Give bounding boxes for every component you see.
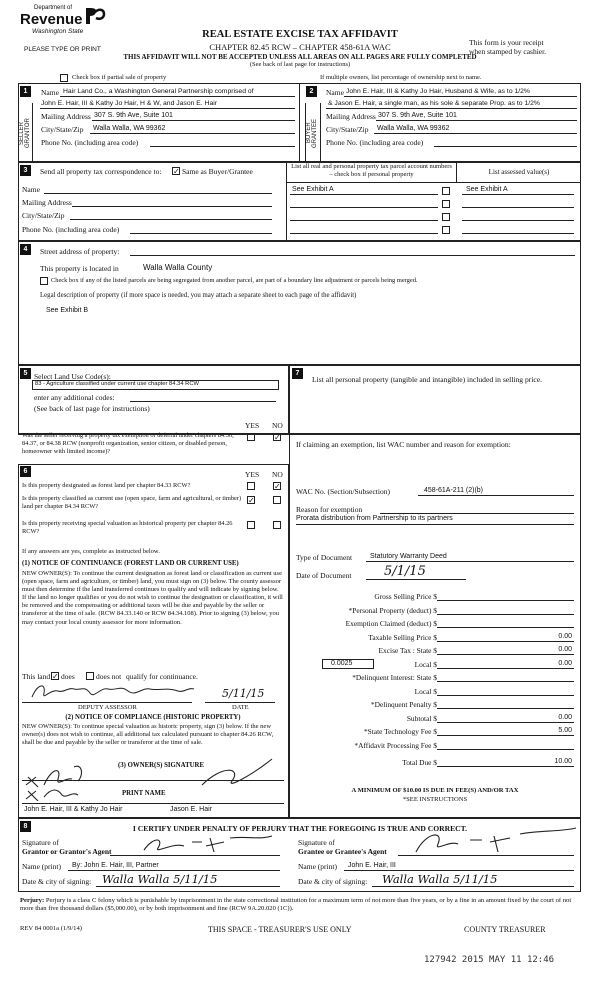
wac-field[interactable]: 458-61A-211 (2)(b) [424, 487, 484, 494]
forest-question: Is this property designated as forest land per chapter 84.33 RCW? [22, 482, 191, 489]
assessor-date: 5/11/15 [222, 687, 265, 700]
seller-side-label: SELLER GRANTOR [19, 118, 31, 148]
notice-2-title: (2) NOTICE OF COMPLIANCE (HISTORIC PROPERTY) [65, 714, 241, 721]
reason-line-2 [296, 524, 574, 525]
historic-yes-checkbox[interactable] [247, 521, 255, 529]
if-yes-note: If any answers are yes, complete as instructed below. [22, 548, 160, 555]
doc-type-label: Type of Document [296, 553, 353, 562]
personal-property-checkbox-3[interactable] [442, 213, 450, 221]
print-name-value-2[interactable]: Jason E. Hair [170, 806, 213, 813]
grantor-date-city-label: Date & city of signing: [22, 877, 92, 886]
divider [456, 162, 457, 182]
treasurer-space: THIS SPACE - TREASURER'S USE ONLY [208, 925, 352, 934]
form-chapter: CHAPTER 82.45 RCW – CHAPTER 458-61A WAC [209, 42, 391, 52]
exemption-header: If claiming an exemption, list WAC number and reason for exemption: [296, 440, 511, 449]
seller-name-label: Name [41, 88, 59, 97]
same-as-buyer-label: Same as Buyer/Grantee [182, 167, 253, 176]
form-warning: THIS AFFIDAVIT WILL NOT BE ACCEPTED UNLESS ALL AREAS ON ALL PAGES ARE FULLY COMPLETED [123, 53, 477, 61]
send-correspondence-label: Send all property tax correspondence to: [40, 167, 162, 176]
tax-row-line [437, 695, 574, 696]
s5-no: NO [272, 421, 283, 430]
tax-row-line [437, 708, 574, 709]
seller-city-field[interactable]: Walla Walla, WA 99362 [93, 125, 166, 132]
section-7-number: 7 [292, 368, 303, 379]
assessed-header: List assessed value(s) [488, 168, 550, 176]
legal-description-field[interactable]: See Exhibit B [46, 307, 89, 314]
buyer-side-label: BUYER GRANTEE [306, 118, 318, 148]
deputy-assessor-label: DEPUTY ASSESSOR [78, 704, 137, 711]
tax-row-label: Excise Tax : State $ [378, 646, 437, 655]
seller-city-label: City/State/Zip [41, 125, 84, 134]
grantee-sig-label-1: Signature of [298, 838, 335, 847]
land-use-see-back: (See back of last page for instructions) [34, 404, 150, 413]
notice-1-title: (1) NOTICE OF CONTINUANCE (FOREST LAND OR CURRENT USE) [22, 560, 239, 567]
s6-yes: YES [245, 470, 260, 479]
same-as-buyer-checkbox[interactable]: ✓ [173, 167, 180, 176]
grantor-date-city-field[interactable]: Walla Walla 5/11/15 [102, 872, 218, 886]
tax-row-line [437, 614, 574, 615]
owner-sig-line [22, 780, 284, 781]
section3-name-label: Name [22, 185, 40, 194]
perjury-title: Perjury: [20, 897, 45, 904]
buyer-city-field[interactable]: Walla Walla, WA 99362 [377, 125, 450, 132]
located-label: This property is located in [40, 264, 119, 273]
grantee-sig-line [398, 855, 574, 856]
form-title: REAL ESTATE EXCISE TAX AFFIDAVIT [202, 29, 398, 40]
personal-property-text: List all personal property (tangible and intangible) included in selling price. [312, 375, 543, 384]
assessor-date-label: DATE [232, 704, 249, 711]
qualify-label: qualify for continuance. [126, 672, 198, 681]
county-treasurer: COUNTY TREASURER [464, 925, 546, 934]
divider [286, 182, 581, 183]
historic-no-checkbox[interactable] [273, 521, 281, 529]
partial-sale-checkbox[interactable] [60, 74, 68, 82]
print-name-value-1[interactable]: John E. Hair, III & Kathy Jo Hair [24, 806, 123, 813]
tax-row-label: *State Technology Fee $ [363, 727, 437, 736]
tax-row-label: *Delinquent Interest: State $ [352, 673, 437, 682]
tax-row-line [437, 600, 574, 601]
section-8-number: 8 [20, 821, 31, 832]
seller-name-field-2[interactable]: John E. Hair, III & Kathy Jo Hair, H & W, and Jason E. Hair [41, 100, 218, 107]
buyer-phone-field[interactable] [434, 146, 577, 147]
tax-row-line [437, 766, 574, 767]
grantor-date-line [96, 886, 280, 887]
grantee-name-label: Name (print) [298, 862, 337, 871]
does-checkbox[interactable]: ✓ [52, 672, 59, 681]
tax-row-label: Taxable Selling Price $ [368, 632, 437, 642]
land-use-value: 83 - Agriculture classified under current use chapter 84.34 RCW [35, 381, 200, 387]
wac-label: WAC No. (Section/Subsection) [296, 487, 390, 496]
buyer-name-field[interactable]: John E. Hair, III & Kathy Jo Hair, Husband & Wife, as to 1/2% [346, 88, 530, 95]
treasurer-stamp: 127942 2015 MAY 11 12:46 [424, 955, 555, 965]
exemption-no-checkbox[interactable]: ✓ [274, 433, 281, 442]
perjury-notice [20, 897, 582, 913]
tax-row-value[interactable]: 0.00 [558, 632, 572, 640]
section3-mailing-field[interactable] [72, 206, 272, 207]
certify-statement: I CERTIFY UNDER PENALTY OF PERJURY THAT THE FOREGOING IS TRUE AND CORRECT. [132, 824, 468, 833]
doc-date-line [366, 579, 466, 580]
grantee-sig-label-2: Grantee or Grantee's Agent [298, 847, 387, 856]
notice-1-body: NEW OWNER(S): To continue the current designation as forest land or classification as current use (open space, farm and agriculture, or timber) land, you must sign on (3) below. The county assessor must then determine if the land transferred continues to qualify and will indicate by signing below. If the land no longer qualifies or you do not wish to continue the designation or classification, it will be removed and the compensating or additional taxes will be due and payable by the seller or transferor at the time of sale. (RCW 84.33.140 or RCW 84.34.108). Prior to signing (3) below, you may contact your local county assessor for more information. [22, 570, 283, 626]
assessor-date-line [205, 702, 275, 703]
does-label: does [61, 672, 75, 681]
section3-name-field[interactable] [44, 193, 272, 194]
tax-row-line [437, 735, 574, 736]
tax-row-label: *Affidavit Processing Fee $ [354, 740, 437, 750]
section-4-box [18, 241, 581, 365]
historic-question: Is this property receiving special valuation as historical property per chapter 84.26 RCW? [22, 520, 233, 535]
tax-row-value[interactable]: 5.00 [558, 727, 572, 734]
doc-date-field[interactable]: 5/1/15 [384, 564, 426, 579]
section-4-number: 4 [20, 244, 31, 255]
personal-property-checkbox-1[interactable] [442, 187, 450, 195]
assessor-line [22, 702, 192, 703]
personal-property-checkbox-2[interactable] [442, 200, 450, 208]
grantor-signature-icon [140, 832, 280, 856]
section-2-number: 2 [306, 86, 317, 97]
current-use-no-checkbox[interactable] [273, 496, 281, 504]
logo-mark-icon [84, 6, 106, 26]
tax-row-line [437, 668, 574, 669]
field-line [462, 233, 574, 234]
tax-row-label: *Personal Property (deduct) $ [348, 605, 437, 615]
tax-row-line [437, 654, 574, 655]
field-line [462, 207, 574, 208]
tax-row-line [437, 722, 574, 723]
additional-codes-label: enter any additional codes: [34, 393, 115, 402]
doc-type-line [366, 561, 574, 562]
grantee-date-line [372, 886, 574, 887]
buyer-mailing-field[interactable]: 307 S. 9th Ave, Suite 101 [378, 112, 457, 119]
field-line [290, 233, 438, 234]
notice-2-body: NEW OWNER(S): To continue special valuation as historic property, sign (3) below. If the new owner(s) does not wish to continue, all additional tax calculated pursuant to chapter 84.26 RCW, shall be due and payable by the seller or transferor at the time of sale. [22, 723, 274, 747]
perjury-text: Perjury is a class C felony which is punishable by imprisonment in the state correctional institution for a maximum term of not more than five years, or by a fine in an amount fixed by the court of not more than five thousand dollars ($5,000.00), or by both imprisonment and fine (RCW 9A.20.020 (1C)). [20, 897, 572, 913]
grantor-sig-label-2: Grantor or Grantor's Agent [22, 847, 112, 856]
tax-row-value[interactable]: 0.00 [558, 646, 572, 653]
reason-line [380, 513, 574, 514]
assessed-field-1[interactable]: See Exhibit A [466, 186, 508, 193]
personal-property-checkbox-4[interactable] [442, 226, 450, 234]
s6-no: NO [272, 470, 283, 479]
grantee-date-city-label: Date & city of signing: [298, 877, 368, 886]
s5-yes: YES [245, 421, 260, 430]
tax-row-label: Gross Selling Price $ [374, 592, 437, 601]
grantee-signature-icon [410, 826, 580, 856]
tax-row-label: Local $ [414, 659, 437, 669]
grantor-sig-line [110, 855, 280, 856]
logo-state: Washington State [32, 28, 84, 35]
grantee-name-line [344, 870, 574, 871]
section-6-number: 6 [20, 466, 31, 477]
section3-phone-label: Phone No. (including area code) [22, 225, 120, 234]
grantor-name-line [68, 870, 280, 871]
forest-no-checkbox[interactable]: ✓ [274, 482, 281, 491]
reason-label: Reason for exemption [296, 505, 363, 514]
this-land-label: This land [22, 672, 51, 681]
current-use-yes-checkbox[interactable]: ✓ [248, 496, 255, 505]
field-line [290, 220, 438, 221]
multiple-owners-note: If multiple owners, list percentage of ownership next to name. [320, 74, 482, 81]
print-name-label: PRINT NAME [122, 790, 166, 797]
assessor-signature-icon [28, 679, 198, 703]
tax-row-value[interactable]: 0.00 [558, 659, 572, 667]
see-back: (See back of last page for instructions) [249, 61, 351, 68]
grantor-name-label: Name (print) [22, 862, 61, 871]
divider [286, 162, 287, 241]
seller-name-field[interactable]: Hair Land Co., a Washington General Partnership comprised of [63, 88, 254, 95]
county-field[interactable]: Walla Walla County [143, 263, 213, 272]
see-instructions: *SEE INSTRUCTIONS [402, 796, 468, 803]
additional-codes-field[interactable] [130, 401, 276, 402]
wac-line [418, 495, 574, 496]
exemption-question: Was the seller receiving a property tax exemption or deferral under chapters 84.36, 84.37, or 84.38 RCW (nonprofit organization, senior citizen, or disabled person, homeowner with limited income)? [22, 432, 234, 455]
tax-row-label: Subtotal $ [406, 713, 437, 723]
section3-city-label: City/State/Zip [22, 211, 65, 220]
grantee-date-city-field[interactable]: Walla Walla 5/11/15 [382, 872, 498, 886]
buyer-name-field-2[interactable]: & Jason E. Hair, a single man, as his sole & separate Prop. as to 1/2% [328, 100, 540, 107]
tax-row-line [437, 627, 574, 628]
section-1-number: 1 [20, 86, 31, 97]
section3-city-field[interactable] [70, 219, 272, 220]
doc-type-field[interactable]: Statutory Warranty Deed [370, 553, 447, 560]
parcel-header: List all real and personal property tax parcel account numbers – check box if personal property [291, 163, 452, 178]
seller-mailing-field[interactable]: 307 S. 9th Ave, Suite 101 [94, 112, 173, 119]
buyer-name-label: Name [326, 88, 344, 97]
tax-row-line [437, 749, 574, 750]
section-6-box [18, 434, 289, 435]
tax-row-label: *Delinquent Penalty $ [370, 700, 437, 709]
seller-phone-label: Phone No. (including area code) [41, 138, 139, 147]
current-use-question: Is this property classified as current use (open space, farm and agricultural, or timber) land per chapter 84.34 RCW? [22, 495, 242, 510]
buyer-mailing-label: Mailing Address [326, 112, 376, 121]
forest-yes-checkbox[interactable] [247, 482, 255, 490]
reason-field[interactable]: Prorata distribution from Partnership to its partners [296, 515, 453, 522]
section3-phone-field[interactable] [130, 233, 272, 234]
legal-description-label: Legal description of property (if more space is needed, you may attach a separate sheet to each page of the affidavit) [40, 292, 357, 299]
section-3-number: 3 [20, 165, 31, 176]
street-address-label: Street address of property: [40, 247, 120, 256]
field-line [462, 220, 574, 221]
seller-mailing-label: Mailing Address [41, 112, 91, 121]
logo-dept: Department of [34, 5, 73, 11]
logo-revenue: Revenue [20, 11, 83, 28]
field-line [290, 194, 438, 195]
section3-mailing-label: Mailing Address [22, 198, 72, 207]
doc-date-label: Date of Document [296, 571, 352, 580]
partial-sale-label: Check box if partial sale of property [72, 74, 167, 81]
grantee-name-field[interactable]: John E. Hair, III [348, 862, 396, 869]
segregated-checkbox[interactable] [40, 277, 48, 285]
buyer-phone-label: Phone No. (including area code) [326, 138, 424, 147]
seller-phone-field[interactable] [150, 146, 295, 147]
please-type: PLEASE TYPE OR PRINT [24, 46, 101, 53]
receipt-note-1: This form is your receipt [469, 38, 544, 47]
grantor-name-field[interactable]: By: John E. Hair, III, Partner [72, 862, 159, 869]
rev-number: REV 84 0001a (1/9/14) [20, 925, 82, 932]
section-5-number: 5 [20, 368, 31, 379]
local-rate: 0.0025 [331, 660, 353, 667]
owner-signature-label: (3) OWNER(S) SIGNATURE [118, 762, 204, 769]
minimum-due: A MINIMUM OF $10.00 IS DUE IN FEE(S) AND/OR TAX [351, 787, 519, 794]
street-address-field[interactable] [130, 255, 575, 256]
segregated-label: Check box if any of the listed parcels are being segregated from another parcel, are part of a boundary line adjustment or parcels being merged. [51, 277, 418, 284]
tax-row-line [437, 641, 574, 642]
receipt-note-2: when stamped by cashier. [469, 47, 547, 56]
tax-row-value[interactable]: 0.00 [558, 713, 572, 721]
divider [299, 83, 300, 162]
tax-row-label: Total Due $ [402, 758, 437, 767]
parcel-field-1[interactable]: See Exhibit A [292, 186, 334, 193]
grantor-sig-label-1: Signature of [22, 838, 59, 847]
buyer-city-label: City/State/Zip [326, 125, 369, 134]
print-name-line [22, 803, 284, 804]
tax-row-value[interactable]: 10.00 [554, 758, 572, 765]
does-not-label: does not [96, 672, 122, 681]
tax-row-label: Exemption Claimed (deduct) $ [345, 619, 437, 628]
land-use-label: Select Land Use Code(s): [34, 372, 111, 381]
tax-row-line [437, 681, 574, 682]
field-line [462, 194, 574, 195]
field-line [290, 207, 438, 208]
tax-row-label: Local $ [414, 686, 437, 696]
